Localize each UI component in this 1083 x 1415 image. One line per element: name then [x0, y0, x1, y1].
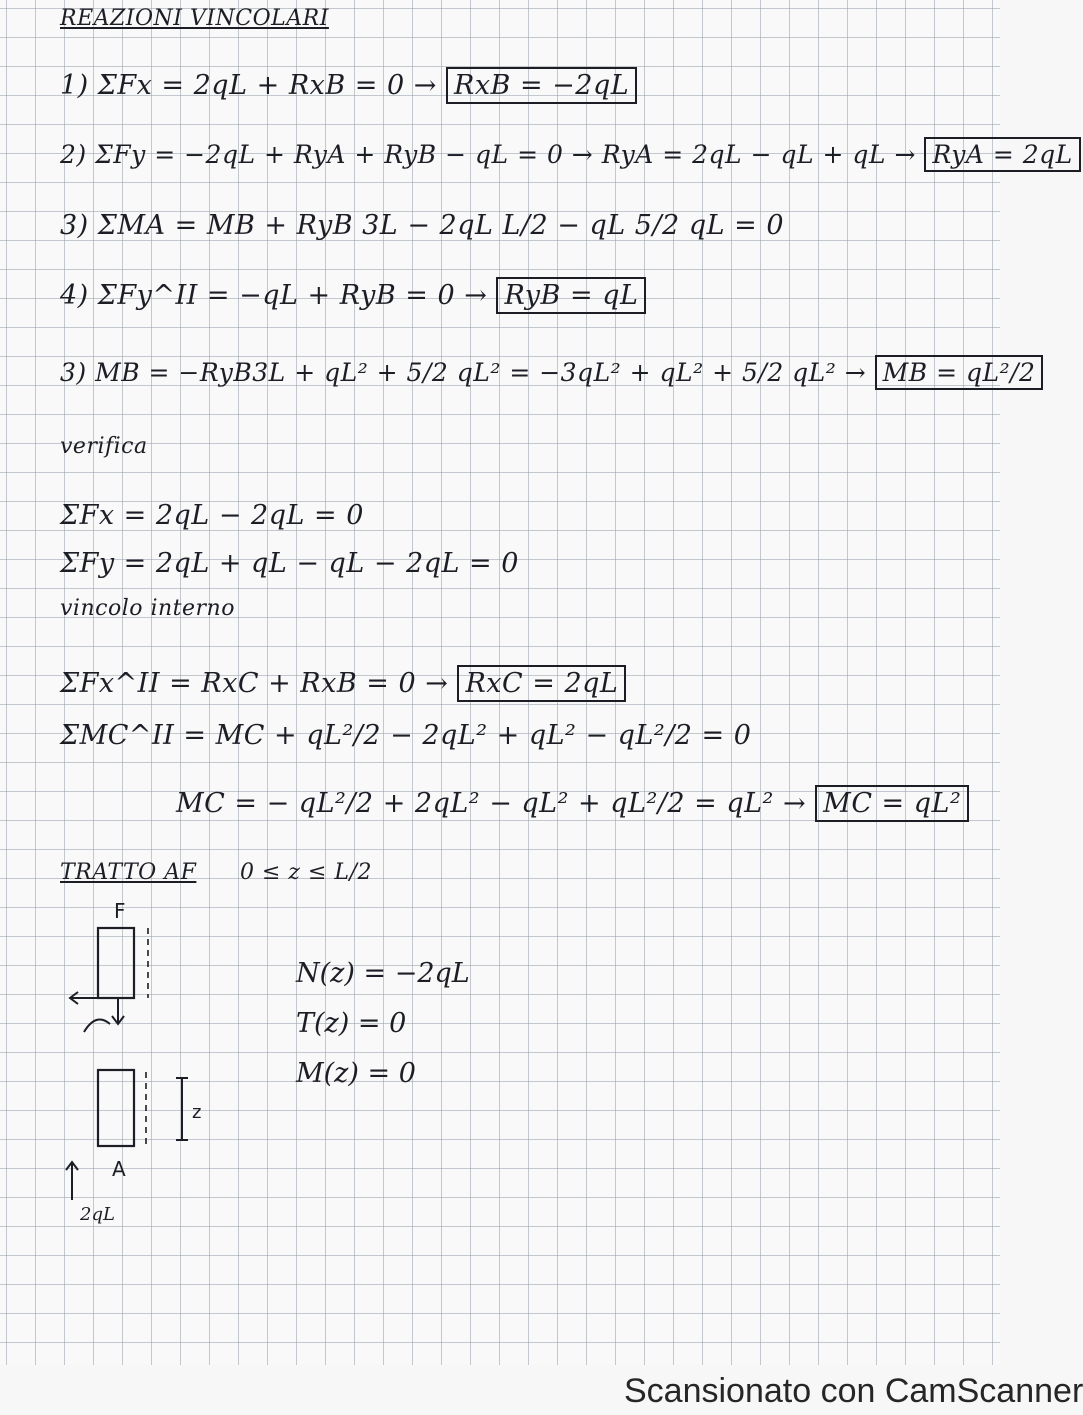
- vincolo-label: vincolo interno: [60, 596, 235, 621]
- vincolo-eq-1-text: ΣFx^II = RxC + RxB = 0 →: [60, 668, 449, 699]
- beam-segment-top: [98, 928, 134, 998]
- vincolo-eq-3-text: MC = − qL²/2 + 2qL² − qL² + qL²/2 = qL² →: [176, 788, 807, 819]
- scanner-footer: Scansionato con CamScanner: [624, 1372, 1083, 1410]
- equation-5: [60, 360, 1043, 385]
- equation-4: [60, 282, 646, 309]
- eq-m: M(z) = 0: [296, 1058, 416, 1089]
- vincolo-eq-3: [176, 790, 969, 817]
- eq-n: N(z) = −2qL: [296, 958, 470, 989]
- free-body-diagram: [60, 900, 260, 1230]
- vincolo-eq-1: [60, 670, 626, 697]
- result-box-2: RyA = 2qL: [924, 137, 1080, 172]
- result-box-mc: MC = qL²: [815, 785, 969, 822]
- equation-3: 3) ΣMA = MB + RyB 3L − 2qL L/2 − qL 5/2 qL = 0: [60, 210, 784, 241]
- result-box-1: RxB = −2qL: [446, 67, 637, 104]
- result-box-5: MB = qL²/2: [875, 355, 1044, 390]
- beam-segment-bottom: [98, 1070, 134, 1146]
- equation-1: [60, 72, 637, 99]
- equation-4-text: 4) ΣFy^II = −qL + RyB = 0 →: [60, 280, 488, 311]
- tratto-label: TRATTO AF: [60, 860, 197, 885]
- label-force: 2qL: [80, 1204, 115, 1225]
- label-a: A: [112, 1157, 126, 1181]
- equation-1-text: 1) ΣFx = 2qL + RxB = 0 →: [60, 70, 437, 101]
- moment-arrow-icon: [84, 1020, 110, 1033]
- verifica-label: verifica: [60, 434, 148, 459]
- result-box-4: RyB = qL: [496, 277, 646, 314]
- equation-5-text: 3) MB = −RyB3L + qL² + 5/2 qL² = −3qL² + qL² + 5/2 qL² →: [60, 358, 867, 387]
- tratto-range: 0 ≤ z ≤ L/2: [240, 860, 372, 885]
- vincolo-eq-2: ΣMC^II = MC + qL²/2 − 2qL² + qL² − qL²/2 = 0: [60, 720, 752, 751]
- verifica-fx: ΣFx = 2qL − 2qL = 0: [60, 500, 364, 531]
- result-box-rxc: RxC = 2qL: [457, 665, 626, 702]
- verifica-fy: ΣFy = 2qL + qL − qL − 2qL = 0: [60, 548, 519, 579]
- equation-2: [60, 142, 1081, 167]
- label-f: F: [114, 899, 126, 923]
- label-z: z: [192, 1102, 202, 1123]
- equation-2-text: 2) ΣFy = −2qL + RyA + RyB − qL = 0 → RyA = 2qL − qL + qL →: [60, 140, 916, 169]
- eq-t: T(z) = 0: [296, 1008, 407, 1039]
- section-title: REAZIONI VINCOLARI: [60, 6, 329, 31]
